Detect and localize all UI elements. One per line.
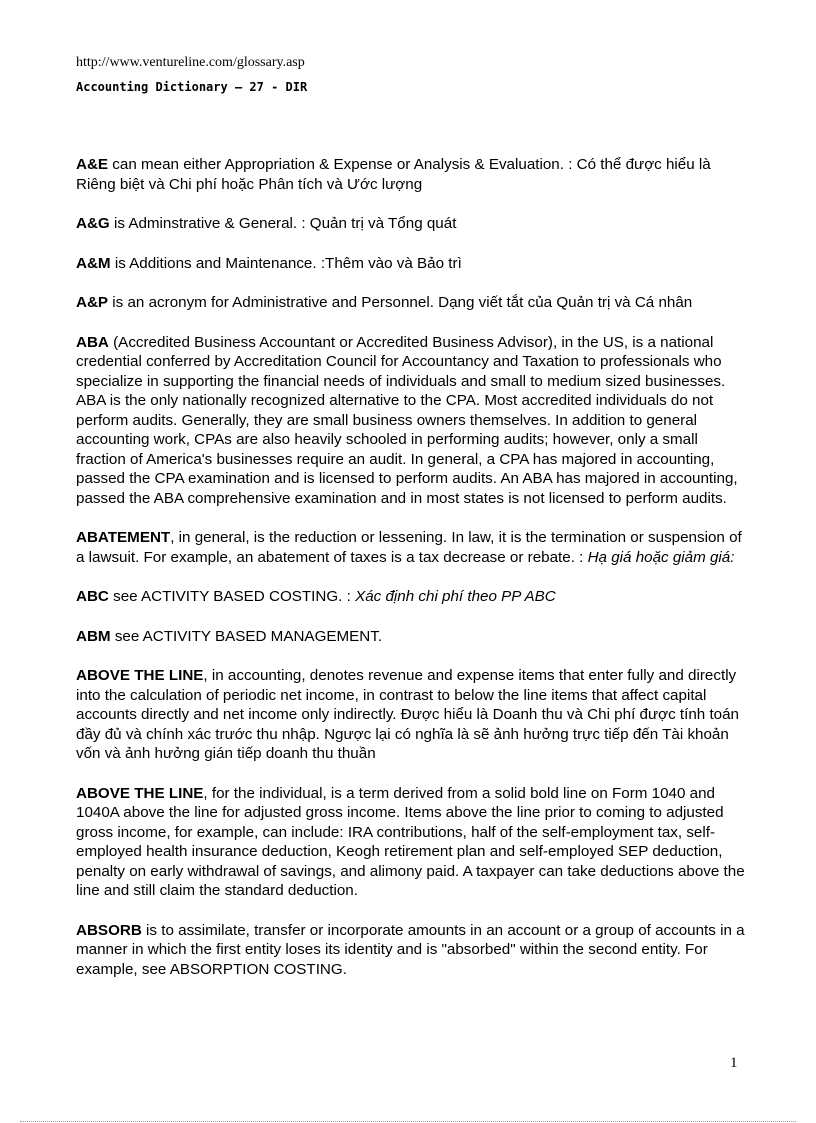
glossary-entry	[76, 921, 748, 980]
glossary-content	[76, 155, 748, 999]
glossary-definition: is Adminstrative & General. : Quản trị và Tổng quát	[109, 215, 457, 232]
glossary-definition: see ACTIVITY BASED COSTING. :	[108, 588, 356, 605]
glossary-term: ABATEMENT	[76, 529, 171, 546]
glossary-entry	[76, 587, 748, 607]
glossary-entry	[76, 254, 748, 274]
glossary-entry	[76, 293, 748, 313]
glossary-entry	[76, 666, 748, 764]
glossary-definition: , in accounting, denotes revenue and expense items that enter fully and directly into the calculation of periodic net income, in contrast to below the line items that affect capital accounts directly and net income only indirectly. Được hiểu là Doanh thu và Chi phí được tính toán đầy đủ và chính xác trước thu nhập. Ngược lại có nghĩa là sẽ ảnh hưởng trực tiếp đến Tài khoản vốn và ảnh hưởng gián tiếp doanh thu thuần	[76, 667, 740, 762]
glossary-term: A&E	[76, 156, 109, 173]
source-url: http://www.ventureline.com/glossary.asp	[76, 55, 305, 70]
glossary-entry	[76, 214, 748, 234]
glossary-translation: Hạ giá hoặc giảm giá:	[587, 548, 735, 566]
glossary-definition: can mean either Appropriation & Expense or Analysis & Evaluation. : Có thể được hiểu là Riêng biệt và Chi phí hoặc Phân tích và Ước lượng	[76, 156, 711, 193]
page-bottom-rule	[20, 1121, 796, 1122]
page-number: 1	[730, 1055, 738, 1071]
glossary-definition: see ACTIVITY BASED MANAGEMENT.	[110, 627, 383, 645]
glossary-term: ABOVE THE LINE	[76, 667, 204, 684]
glossary-entry	[76, 155, 748, 194]
glossary-definition: (Accredited Business Accountant or Accredited Business Advisor), in the US, is a national credential conferred by Accreditation Council for Accountancy and Taxation to professionals who specialize in supporting the financial needs of individuals and small to medium sized businesses. ABA is the only nationally recognized alternative to the CPA. Most accredited individuals do not perform audits. Generally, they are small business owners themselves. In addition to general accounting work, CPAs are also heavily schooled in performing audits; however, only a small fraction of America's businesses require an audit. In general, a CPA has majored in accounting, passed the CPA examination and is licensed to perform audits. An ABA has majored in accounting, passed the ABA comprehensive examination and in most states is not licensed to perform audits.	[76, 333, 738, 507]
glossary-entry	[76, 528, 748, 567]
document-subtitle: Accounting Dictionary – 27 - DIR	[76, 80, 308, 94]
glossary-entry	[76, 333, 748, 509]
glossary-definition: is an acronym for Administrative and Personnel. Dạng viết tắt của Quản trị và Cá nhân	[108, 294, 693, 311]
glossary-translation: Xác định chi phí theo PP ABC	[355, 588, 556, 605]
glossary-term: ABC	[76, 588, 109, 605]
glossary-entry	[76, 627, 748, 647]
glossary-definition: , in general, is the reduction or lessening. In law, it is the termination or suspension of a lawsuit. For example, an abatement of taxes is a tax decrease or rebate. :	[76, 529, 742, 566]
glossary-term: A&G	[76, 215, 110, 232]
glossary-term: ABA	[76, 333, 109, 351]
glossary-definition: is Additions and Maintenance. :Thêm vào và Bảo trì	[110, 254, 462, 272]
glossary-definition: is to assimilate, transfer or incorporate amounts in an account or a group of accounts in a manner in which the first entity loses its identity and is "absorbed" within the second entity. For example, see ABSORPTION COSTING.	[76, 921, 745, 978]
glossary-term: ABSORB	[76, 921, 142, 939]
glossary-term: ABM	[76, 627, 111, 645]
glossary-term: A&P	[76, 294, 109, 311]
glossary-definition: , for the individual, is a term derived from a solid bold line on Form 1040 and 1040A above the line for adjusted gross income. Items above the line prior to coming to adjusted gross income, for example, can include: IRA contributions, half of the self-employment tax, self-employed health insurance deduction, Keogh retirement plan and self-employed SEP deduction, penalty on early withdrawal of savings, and alimony paid. A taxpayer can take deductions above the line and still claim the standard deduction.	[76, 784, 745, 899]
glossary-entry	[76, 784, 748, 901]
glossary-term: ABOVE THE LINE	[76, 784, 204, 802]
glossary-term: A&M	[76, 254, 111, 272]
